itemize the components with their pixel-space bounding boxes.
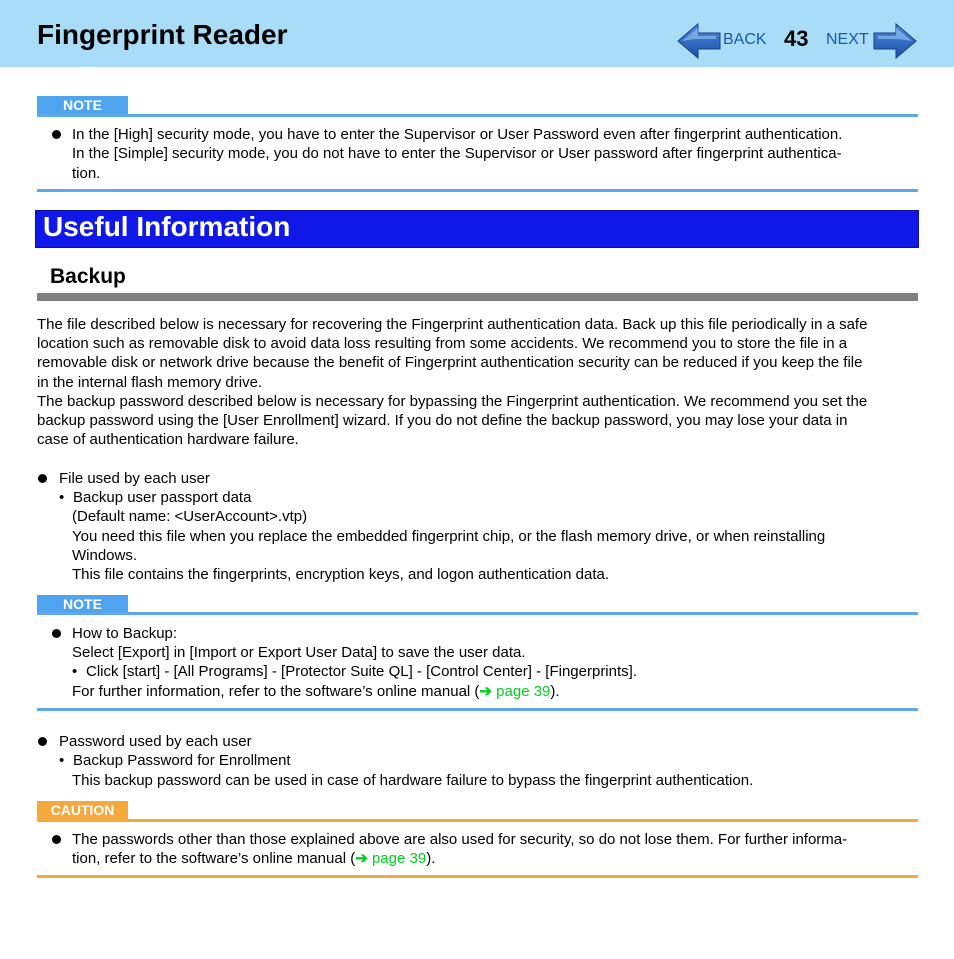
- sub-list-item-text: Click [start] - [All Programs] - [Protector Suite QL] - [Control Center] - [Fingerprints].: [86, 663, 637, 680]
- list-item-detail: This backup password can be used in case of hardware failure to bypass the fingerprint authentication.: [72, 772, 754, 789]
- paragraph-line: backup password using the [User Enrollment] wizard. If you do not define the backup password, you may lose your data in: [37, 412, 848, 429]
- page-link-arrow-icon[interactable]: ➔: [355, 850, 368, 867]
- note-text-line: tion.: [72, 165, 101, 182]
- note-tag: NOTE: [37, 96, 128, 115]
- caution-text-line: The passwords other than those explained above are also used for security, so do not lose them. For further informa-: [72, 831, 848, 848]
- note-text-line: Select [Export] in [Import or Export User Data] to save the user data.: [72, 644, 526, 661]
- sub-list-item-text: Backup user passport data: [73, 489, 252, 506]
- page-link[interactable]: page 39: [371, 850, 427, 867]
- list-item: File used by each user: [59, 470, 210, 487]
- bullet-icon: [52, 835, 61, 844]
- paragraph-line: location such as removable disk to avoid data loss resulting from some accidents. We recommend you to store the file in a: [37, 335, 848, 352]
- caution-text: ).: [426, 850, 436, 867]
- bullet-icon: [52, 130, 61, 139]
- note-text: ).: [550, 683, 560, 700]
- caution-text-line: [72, 849, 918, 868]
- caution-tag: CAUTION: [37, 801, 128, 820]
- section-heading-band: [35, 210, 919, 248]
- next-button[interactable]: NEXT: [826, 31, 869, 48]
- note-tag: NOTE: [37, 595, 128, 614]
- paragraph-line: case of authentication hardware failure.: [37, 431, 299, 448]
- list-item-detail: You need this file when you replace the embedded fingerprint chip, or the flash memory drive, or when reinstalling: [72, 528, 826, 545]
- subsection-title: Backup: [50, 265, 126, 288]
- sub-list-item: • Click [start] - [All Programs] - [Protector Suite QL] - [Control Center] - [Fingerprints].: [72, 663, 637, 680]
- page-title: Fingerprint Reader: [37, 19, 288, 50]
- sub-list-item: • Backup Password for Enrollment: [59, 752, 291, 769]
- note-text-line: How to Backup:: [72, 625, 178, 642]
- sub-list-item-text: Backup Password for Enrollment: [73, 752, 291, 769]
- caution-top-rule: [37, 819, 918, 822]
- page-link[interactable]: page 39: [496, 683, 551, 700]
- note-top-rule: [37, 114, 918, 117]
- note-text: For further information, refer to the software’s online manual (: [72, 683, 480, 700]
- caution-text: tion, refer to the software’s online manual (: [72, 850, 356, 867]
- section-title: Useful Information: [43, 211, 291, 242]
- list-item-detail: (Default name: <UserAccount>.vtp): [72, 508, 308, 525]
- page-link-arrow-icon[interactable]: ➔: [479, 683, 492, 700]
- bullet-icon: [38, 474, 47, 483]
- page-header: [0, 0, 954, 67]
- caution-bottom-rule: [37, 875, 918, 878]
- bullet-icon: [38, 737, 47, 746]
- note-text-line: [72, 682, 918, 701]
- note-top-rule: [37, 612, 918, 615]
- list-item-detail: This file contains the fingerprints, encryption keys, and logon authentication data.: [72, 566, 609, 583]
- note-text-line: In the [Simple] security mode, you do not have to enter the Supervisor or User password after fingerprint authentica-: [72, 145, 842, 162]
- note-bottom-rule: [37, 708, 918, 711]
- page-navigation: [676, 22, 918, 60]
- sub-list-item: • Backup user passport data: [59, 489, 252, 506]
- paragraph-line: removable disk or network drive because the benefit of Fingerprint authentication security can be reduced if you keep the file: [37, 354, 863, 371]
- back-button[interactable]: BACK: [723, 31, 767, 48]
- note-bottom-rule: [37, 189, 918, 192]
- page-number: 43: [784, 26, 809, 51]
- next-arrow-icon[interactable]: [872, 22, 918, 60]
- subsection-rule: [37, 293, 918, 301]
- list-item: Password used by each user: [59, 733, 252, 750]
- paragraph-line: in the internal flash memory drive.: [37, 374, 263, 391]
- bullet-icon: [52, 629, 61, 638]
- back-arrow-icon[interactable]: [676, 22, 722, 60]
- list-item-detail: Windows.: [72, 547, 138, 564]
- paragraph-line: The file described below is necessary for recovering the Fingerprint authentication data. Back up this file periodically in a safe: [37, 316, 868, 333]
- note-text-line: In the [High] security mode, you have to enter the Supervisor or User Password even after fingerprint authentication.: [72, 126, 843, 143]
- paragraph-line: The backup password described below is necessary for bypassing the Fingerprint authentication. We recommend you set the: [37, 393, 868, 410]
